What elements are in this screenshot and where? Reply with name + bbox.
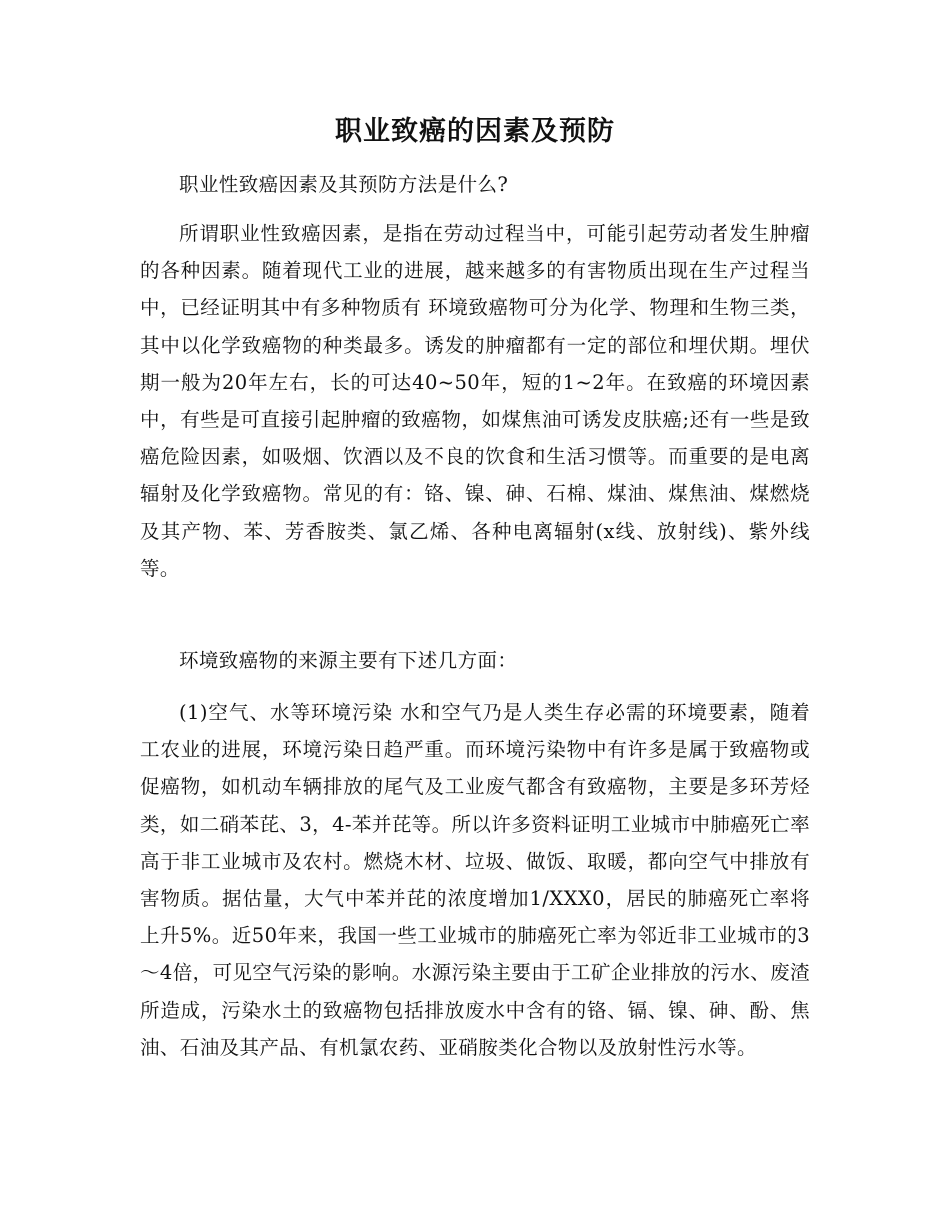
paragraph-question: 职业性致癌因素及其预防方法是什么? xyxy=(179,173,509,196)
paragraph-air-water-pollution: (1)空气、水等环境污染 水和空气乃是人类生存必需的环境要素，随着工农业的进展，环境污染日趋严重。而环境污染物中有许多是属于致癌物或促癌物，如机动车辆排放的尾气及工业废气都含有致癌物，主要是多环芳烃类，如二硝苯芘、3，4-苯并芘等。所以许多资料证明工业城市中肺癌死亡率高于非工业城市及农村。燃烧木材、垃圾、做饭、取暖，都向空气中排放有害物质。据估量，大气中苯并芘的浓度增加1/XXX0，居民的肺癌死亡率将上升5%。近50年来，我国一些工业城市的肺癌死亡率为邻近非工业城市的3～4倍，可见空气污染的影响。水源污染主要由于工矿企业排放的污水、废渣所造成，污染水土的致癌物包括排放废水中含有的铬、镉、镍、砷、酚、焦油、石油及其产品、有机氯农药、亚硝胺类化合物以及放射性污水等。 xyxy=(140,701,810,1059)
paragraph-sources-intro: 环境致癌物的来源主要有下述几方面： xyxy=(179,649,518,672)
paragraph-definition: 所谓职业性致癌因素，是指在劳动过程当中，可能引起劳动者发生肿瘤的各种因素。随着现代工业的进展，越来越多的有害物质出现在生产过程当中，已经证明其中有多种物质有 环境致癌物可分为化学、物理和生物三类，其中以化学致癌物的种类最多。诱发的肿瘤都有一定的部位和埋伏期。埋伏期一般为20年左右，长的可达40~50年，短的1~2年。在致癌的环境因素中，有些是可直接引起肿瘤的致癌物，如煤焦油可诱发皮肤癌;还有一些是致癌危险因素，如吸烟、饮酒以及不良的饮食和生活习惯等。而重要的是电离辐射及化学致癌物。常见的有：铬、镍、砷、石棉、煤油、煤焦油、煤燃烧及其产物、苯、芳香胺类、氯乙烯、各种电离辐射(x线、放射线)、紫外线等。 xyxy=(140,222,810,580)
document-title: 职业致癌的因素及预防 xyxy=(335,116,615,147)
